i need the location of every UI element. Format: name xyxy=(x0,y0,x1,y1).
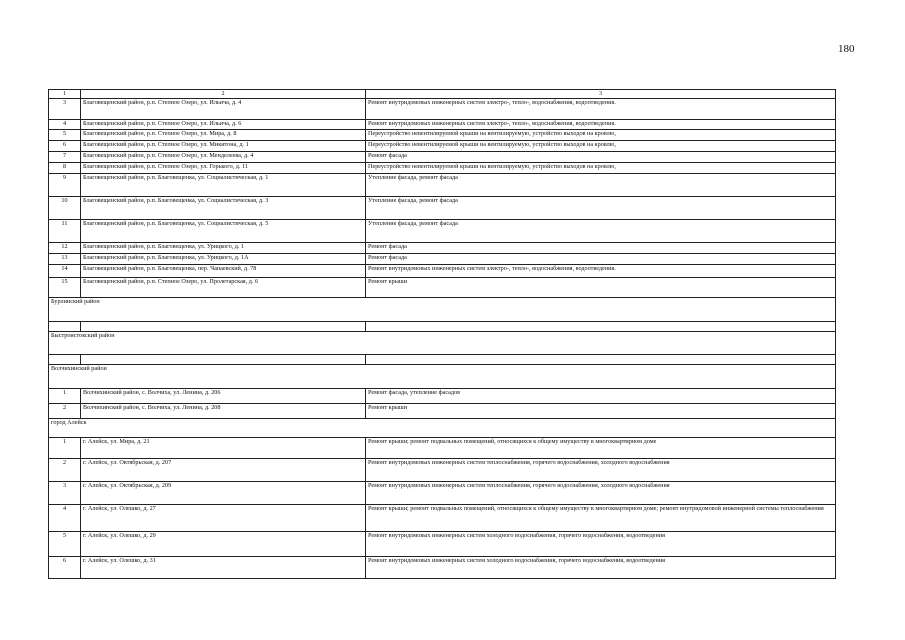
row-number: 7 xyxy=(49,152,81,163)
row-work: Утепление фасада, ремонт фасада xyxy=(366,174,836,197)
row-address: Благовещенский район, р.п. Благовещенка, ул. Социалистическая, д. 5 xyxy=(81,220,366,243)
row-address: Благовещенский район, р.п. Степное Озеро, ул. Микитона, д. 1 xyxy=(81,141,366,152)
row-number: 5 xyxy=(49,130,81,141)
row-address: г. Алейск, ул. Октябрьская, д. 209 xyxy=(81,482,366,505)
table-row xyxy=(49,120,836,130)
table-row xyxy=(49,141,836,152)
table-row xyxy=(49,438,836,459)
table-row xyxy=(49,163,836,174)
section-title: Бурлинский район xyxy=(49,298,836,322)
row-address: Благовещенский район, р.п. Степное Озеро, ул. Пролетарская, д. 6 xyxy=(81,278,366,298)
row-number: 6 xyxy=(49,557,81,579)
table-row xyxy=(49,243,836,254)
row-work: Ремонт внутридомовых инженерных систем теплоснабжения, горячего водоснабжения, холодного водоснабжения xyxy=(366,459,836,482)
header-row xyxy=(49,90,836,99)
section-row xyxy=(49,332,836,355)
row-work: Ремонт фасада xyxy=(366,152,836,163)
row-work: Ремонт фасада xyxy=(366,254,836,265)
table-row xyxy=(49,557,836,579)
row-number: 1 xyxy=(49,438,81,459)
row-number: 15 xyxy=(49,278,81,298)
header-cell-3: 3 xyxy=(366,90,836,99)
row-number: 3 xyxy=(49,482,81,505)
empty-cell xyxy=(49,322,81,332)
repair-table xyxy=(48,89,836,579)
row-number: 4 xyxy=(49,505,81,532)
row-work: Переустройство невентилируемой крыши на вентилируемую, устройство выходов на кровлю, xyxy=(366,163,836,174)
row-work: Ремонт крыши xyxy=(366,278,836,298)
table-row xyxy=(49,265,836,278)
row-work: Ремонт крыши; ремонт подвальных помещений, относящихся к общему имуществу в многоквартирном доме; ремонт внутридомовой инженерной системы теплоснабжения xyxy=(366,505,836,532)
table-row xyxy=(49,152,836,163)
row-address: г. Алейск, ул. Олешко, д. 27 xyxy=(81,505,366,532)
row-number: 3 xyxy=(49,99,81,120)
table-row xyxy=(49,220,836,243)
row-number: 6 xyxy=(49,141,81,152)
row-work: Ремонт внутридомовых инженерных систем холодного водоснабжения, горячего водоснабжения, водоотведения xyxy=(366,557,836,579)
section-title: город Алейск xyxy=(49,419,836,438)
row-work: Ремонт крыши xyxy=(366,404,836,419)
table-row xyxy=(49,505,836,532)
row-number: 9 xyxy=(49,174,81,197)
row-number: 5 xyxy=(49,532,81,557)
section-row xyxy=(49,365,836,389)
table-row xyxy=(49,532,836,557)
table-row xyxy=(49,130,836,141)
table-row xyxy=(49,278,836,298)
row-work: Ремонт крыши; ремонт подвальных помещений, относящихся к общему имуществу в многоквартирном доме xyxy=(366,438,836,459)
row-address: Благовещенский район, р.п. Благовещенка, ул. Урицкого, д. 1 xyxy=(81,243,366,254)
row-address: Благовещенский район, р.п. Степное Озеро, ул. Ильича, д. 6 xyxy=(81,120,366,130)
row-address: Волчихинский район, с. Волчиха, ул. Ленина, д. 206 xyxy=(81,389,366,404)
row-address: Благовещенский район, р.п. Степное Озеро, ул. Горького, д. 11 xyxy=(81,163,366,174)
row-work: Ремонт фасада xyxy=(366,243,836,254)
table-row xyxy=(49,174,836,197)
row-work: Переустройство невентилируемой крыши на вентилируемую, устройство выходов на кровлю, xyxy=(366,130,836,141)
row-work: Переустройство невентилируемой крыши на вентилируемую, устройство выходов на кровлю, xyxy=(366,141,836,152)
row-work: Утепление фасада, ремонт фасада xyxy=(366,197,836,220)
row-work: Утепление фасада, ремонт фасада xyxy=(366,220,836,243)
empty-cell xyxy=(81,355,366,365)
row-work: Ремонт внутридомовых инженерных систем электро-, тепло-, водоснабжения, водоотведения. xyxy=(366,120,836,130)
header-cell-1: 1 xyxy=(49,90,81,99)
row-address: Благовещенский район, р.п. Благовещенка, ул. Урицкого, д. 1А xyxy=(81,254,366,265)
row-address: Благовещенский район, р.п. Благовещенка, ул. Социалистическая, д. 3 xyxy=(81,197,366,220)
table-row xyxy=(49,99,836,120)
section-title: Волчихинский район xyxy=(49,365,836,389)
table-row xyxy=(49,389,836,404)
empty-row xyxy=(49,322,836,332)
row-number: 12 xyxy=(49,243,81,254)
row-number: 11 xyxy=(49,220,81,243)
section-row xyxy=(49,298,836,322)
row-address: Благовещенский район, р.п. Степное Озеро, ул. Менделеева, д. 4 xyxy=(81,152,366,163)
page-number: 180 xyxy=(838,43,855,55)
empty-cell xyxy=(366,322,836,332)
empty-row xyxy=(49,355,836,365)
row-work: Ремонт внутридомовых инженерных систем электро-, тепло-, водоснабжения, водоотведения. xyxy=(366,265,836,278)
row-address: г. Алейск, ул. Олешко, д. 29 xyxy=(81,532,366,557)
section-title: Быстроистокский район xyxy=(49,332,836,355)
row-address: г. Алейск, ул. Олешко, д. 31 xyxy=(81,557,366,579)
header-cell-2: 2 xyxy=(81,90,366,99)
table-row xyxy=(49,404,836,419)
table-row xyxy=(49,459,836,482)
row-work: Ремонт внутридомовых инженерных систем электро-, тепло-, водоснабжения, водоотведения. xyxy=(366,99,836,120)
empty-cell xyxy=(49,355,81,365)
row-number: 4 xyxy=(49,120,81,130)
row-address: г. Алейск, ул. Октябрьская, д. 207 xyxy=(81,459,366,482)
row-number: 10 xyxy=(49,197,81,220)
empty-cell xyxy=(81,322,366,332)
row-address: г. Алейск, ул. Мира, д. 21 xyxy=(81,438,366,459)
row-number: 8 xyxy=(49,163,81,174)
row-address: Благовещенский район, р.п. Благовещенка, пер. Чапаевский, д. 78 xyxy=(81,265,366,278)
row-work: Ремонт внутридомовых инженерных систем теплоснабжения, горячего водоснабжения, холодного водоснабжения xyxy=(366,482,836,505)
row-address: Волчихинский район, с. Волчиха, ул. Ленина, д. 208 xyxy=(81,404,366,419)
row-address: Благовещенский район, р.п. Степное Озеро, ул. Ильича, д. 4 xyxy=(81,99,366,120)
section-row xyxy=(49,419,836,438)
empty-cell xyxy=(366,355,836,365)
row-work: Ремонт внутридомовых инженерных систем холодного водоснабжения, горячего водоснабжения, водоотведения xyxy=(366,532,836,557)
row-number: 2 xyxy=(49,459,81,482)
row-number: 1 xyxy=(49,389,81,404)
row-address: Благовещенский район, р.п. Степное Озеро, ул. Мира, д. 8 xyxy=(81,130,366,141)
table-row xyxy=(49,482,836,505)
row-number: 2 xyxy=(49,404,81,419)
row-number: 14 xyxy=(49,265,81,278)
row-work: Ремонт фасада, утепление фасадов xyxy=(366,389,836,404)
table-row xyxy=(49,254,836,265)
table-row xyxy=(49,197,836,220)
row-address: Благовещенский район, р.п. Благовещенка, ул. Социалистическая, д. 1 xyxy=(81,174,366,197)
row-number: 13 xyxy=(49,254,81,265)
